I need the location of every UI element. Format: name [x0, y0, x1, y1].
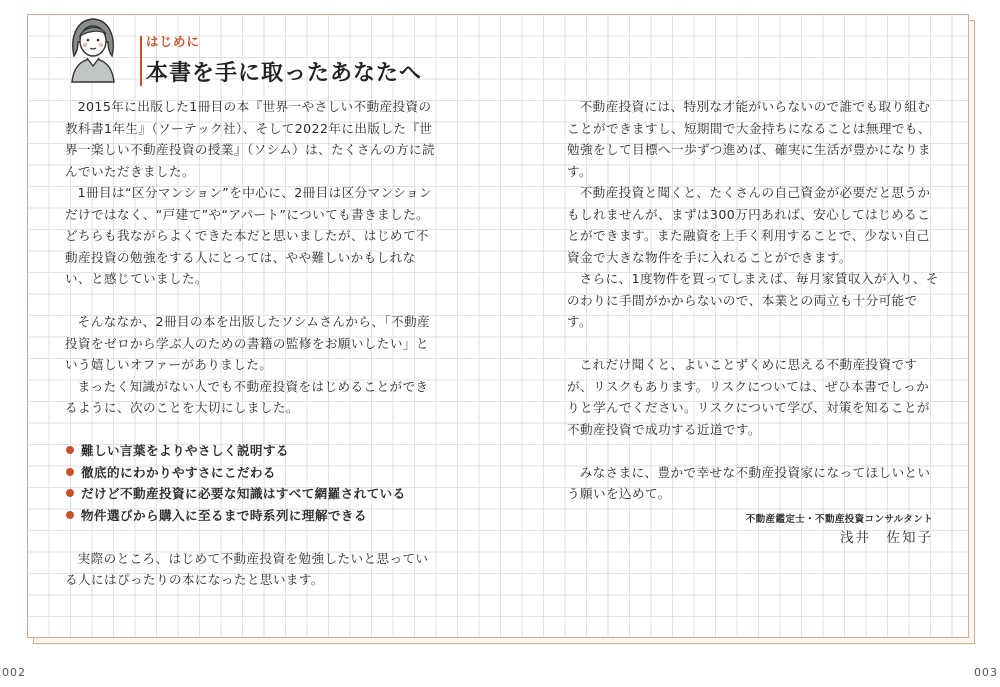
spacer	[65, 526, 437, 548]
paragraph: さらに、1度物件を買ってしまえば、毎月家賃収入が入り、そのわりに手間がかからないので、本業との両立も十分可能です。	[567, 271, 939, 329]
bullet-item: 難しい言葉をよりやさしく説明する	[65, 440, 437, 462]
page-title: 本書を手に取ったあなたへ	[146, 61, 423, 86]
bullet-list	[65, 440, 437, 526]
page-number-right: 003	[974, 666, 998, 679]
page-number-left: 002	[2, 666, 26, 679]
paragraph: 不動産投資と聞くと、たくさんの自己資金が必要だと思うかもしれませんが、まずは300万円あれば、安心してはじめることができます。また融資を上手く利用することで、少ない自己資金で大きな物件を手に入れることができます。	[567, 185, 931, 265]
spacer	[65, 419, 437, 441]
spacer	[567, 440, 939, 462]
paragraph: みなさまに、豊かで幸せな不動産投資家になってほしいという願いを込めて。	[567, 464, 931, 501]
author-avatar-icon	[60, 12, 126, 84]
bullet-item: 物件選びから購入に至るまで時系列に理解できる	[65, 505, 437, 527]
paragraph: 1冊目は“区分マンション”を中心に、2冊目は区分マンションだけではなく、“戸建て”や“アパート”についても書きました。どちらも我ながらよくできた本だと思いましたが、はじめて不動産投資の勉強をする人にとっては、やや難しいかもしれない、と感じていました。	[65, 185, 432, 286]
paragraph: 実際のところ、はじめて不動産投資を勉強したいと思っている人にはぴったりの本になったと思います。	[65, 550, 429, 587]
spacer	[65, 290, 437, 312]
paragraph: これだけ聞くと、よいことずくめに思える不動産投資ですが、リスクもあります。リスクについては、ぜひ本書でしっかりと学んでください。リスクについて学び、対策を知ることが不動産投資で成功する近道です。	[567, 357, 930, 437]
right-column	[567, 96, 939, 549]
paragraph: 不動産投資には、特別な才能がいらないので誰でも取り組むことができますし、短期間で大金持ちになることは無理でも、勉強をして目標へ一歩ずつ進めば、確実に生活が豊かになります。	[567, 99, 931, 179]
paragraph: まったく知識がない人でも不動産投資をはじめることができるように、次のことを大切にしました。	[65, 378, 429, 415]
spacer	[567, 333, 939, 355]
paragraph: そんななか、2冊目の本を出版したソシムさんから、「不動産投資をゼロから学ぶ人のための書籍の監修をお願いしたい」という嬉しいオファーがありました。	[65, 314, 431, 372]
signature-name: 浅井 佐知子	[840, 529, 933, 546]
signature-title: 不動産鑑定士・不動産投資コンサルタント	[745, 513, 933, 525]
left-column	[65, 96, 437, 591]
bullet-item: 徹底的にわかりやすさにこだわる	[65, 462, 437, 484]
section-eyebrow: はじめに	[146, 34, 201, 49]
bullet-item: だけど不動産投資に必要な知識はすべて網羅されている	[65, 483, 437, 505]
paragraph: 2015年に出版した1冊目の本『世界一やさしい不動産投資の教科書1年生』（ソーテック社）、そして2022年に出版した『世界一楽しい不動産投資の授業』（ソシム）は、たくさんの方に読んでいただきました。	[65, 99, 436, 179]
title-accent-bar	[140, 36, 142, 86]
